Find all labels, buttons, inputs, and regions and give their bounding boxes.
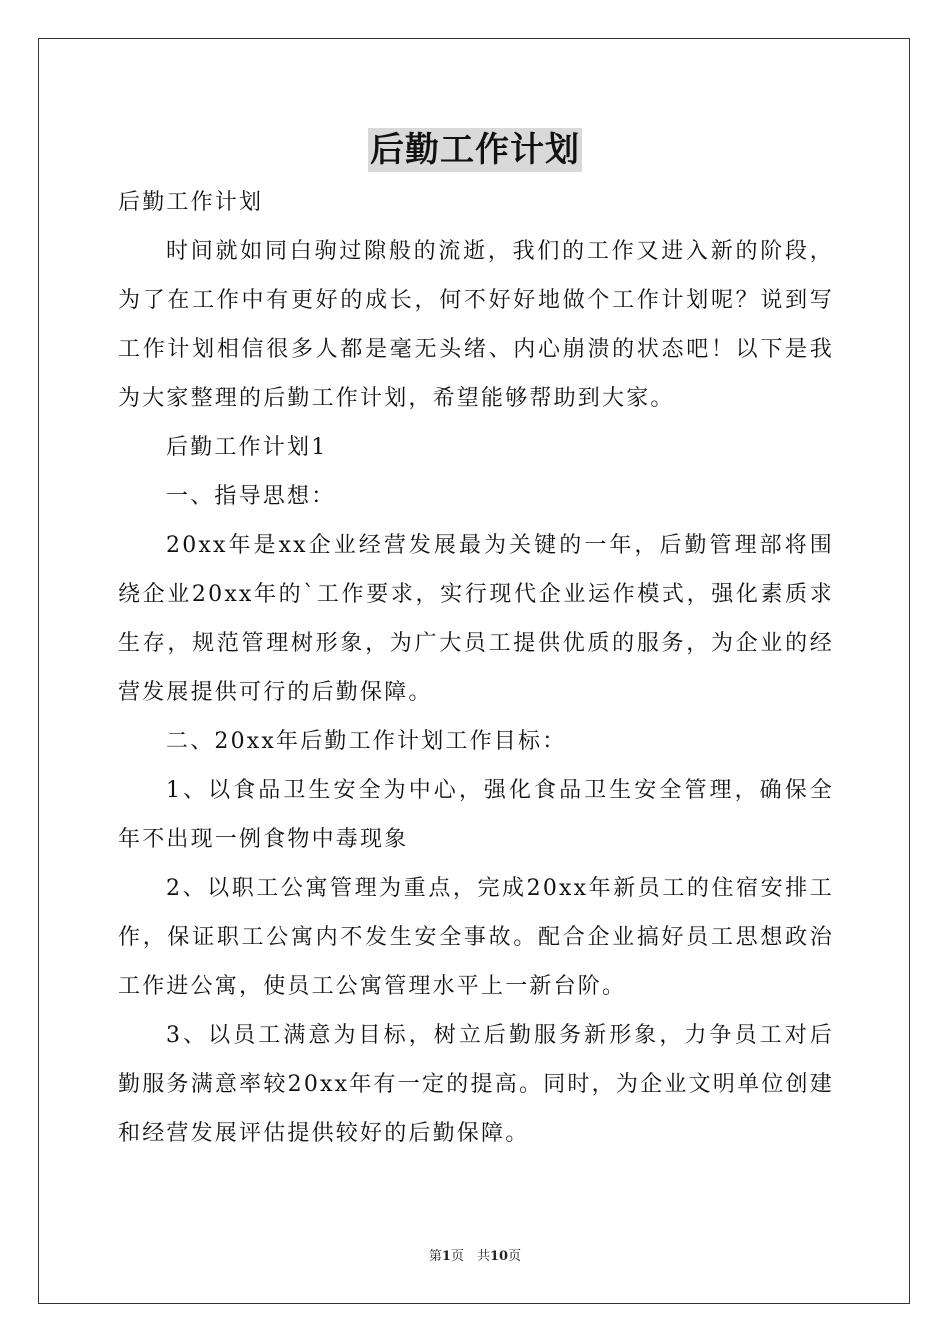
plan-heading: 后勤工作计划1 <box>166 435 328 460</box>
document-body <box>118 178 834 1158</box>
goal-item-2: 2、以职工公寓管理为重点，完成20xx年新员工的住宿安排工作，保证职工公寓内不发生安全事故。配合企业搞好员工思想政治工作进公寓，使员工公寓管理水平上一新台阶。 <box>118 876 834 999</box>
goal-item-1: 1、以食品卫生安全为中心，强化食品卫生安全管理，确保全年不出现一例食物中毒现象 <box>118 778 834 852</box>
page-current: 1 <box>441 1249 451 1264</box>
guiding-ideology-heading: 一、指导思想： <box>166 484 336 509</box>
intro-paragraph: 时间就如同白驹过隙般的流逝，我们的工作又进入新的阶段，为了在工作中有更好的成长，何不好好地做个工作计划呢？说到写工作计划相信很多人都是毫无头绪、内心崩溃的状态吧！以下是我为大家整理的后勤工作计划，希望能够帮助到大家。 <box>118 239 834 411</box>
page-prefix: 第 <box>428 1249 442 1264</box>
page-total: 10 <box>489 1249 509 1264</box>
goals-heading: 二、20xx年后勤工作计划工作目标： <box>166 729 567 754</box>
page-mid: 页 共 <box>450 1249 490 1264</box>
goal-item-3: 3、以员工满意为目标，树立后勤服务新形象，力争员工对后勤服务满意率较20xx年有一定的提高。同时，为企业文明单位创建和经营发展评估提供较好的后勤保障。 <box>118 1023 834 1146</box>
guiding-ideology-paragraph: 20xx年是xx企业经营发展最为关键的一年，后勤管理部将围绕企业20xx年的`工作要求，实行现代企业运作模式，强化素质求生存，规范管理树形象，为广大员工提供优质的服务，为企业的经营发展提供可行的后勤保障。 <box>118 533 834 705</box>
document-title: 后勤工作计划 <box>370 130 580 170</box>
page-suffix: 页 <box>508 1249 522 1264</box>
title-container <box>0 128 950 172</box>
page-footer <box>0 1245 950 1264</box>
section-heading: 后勤工作计划 <box>118 190 264 215</box>
